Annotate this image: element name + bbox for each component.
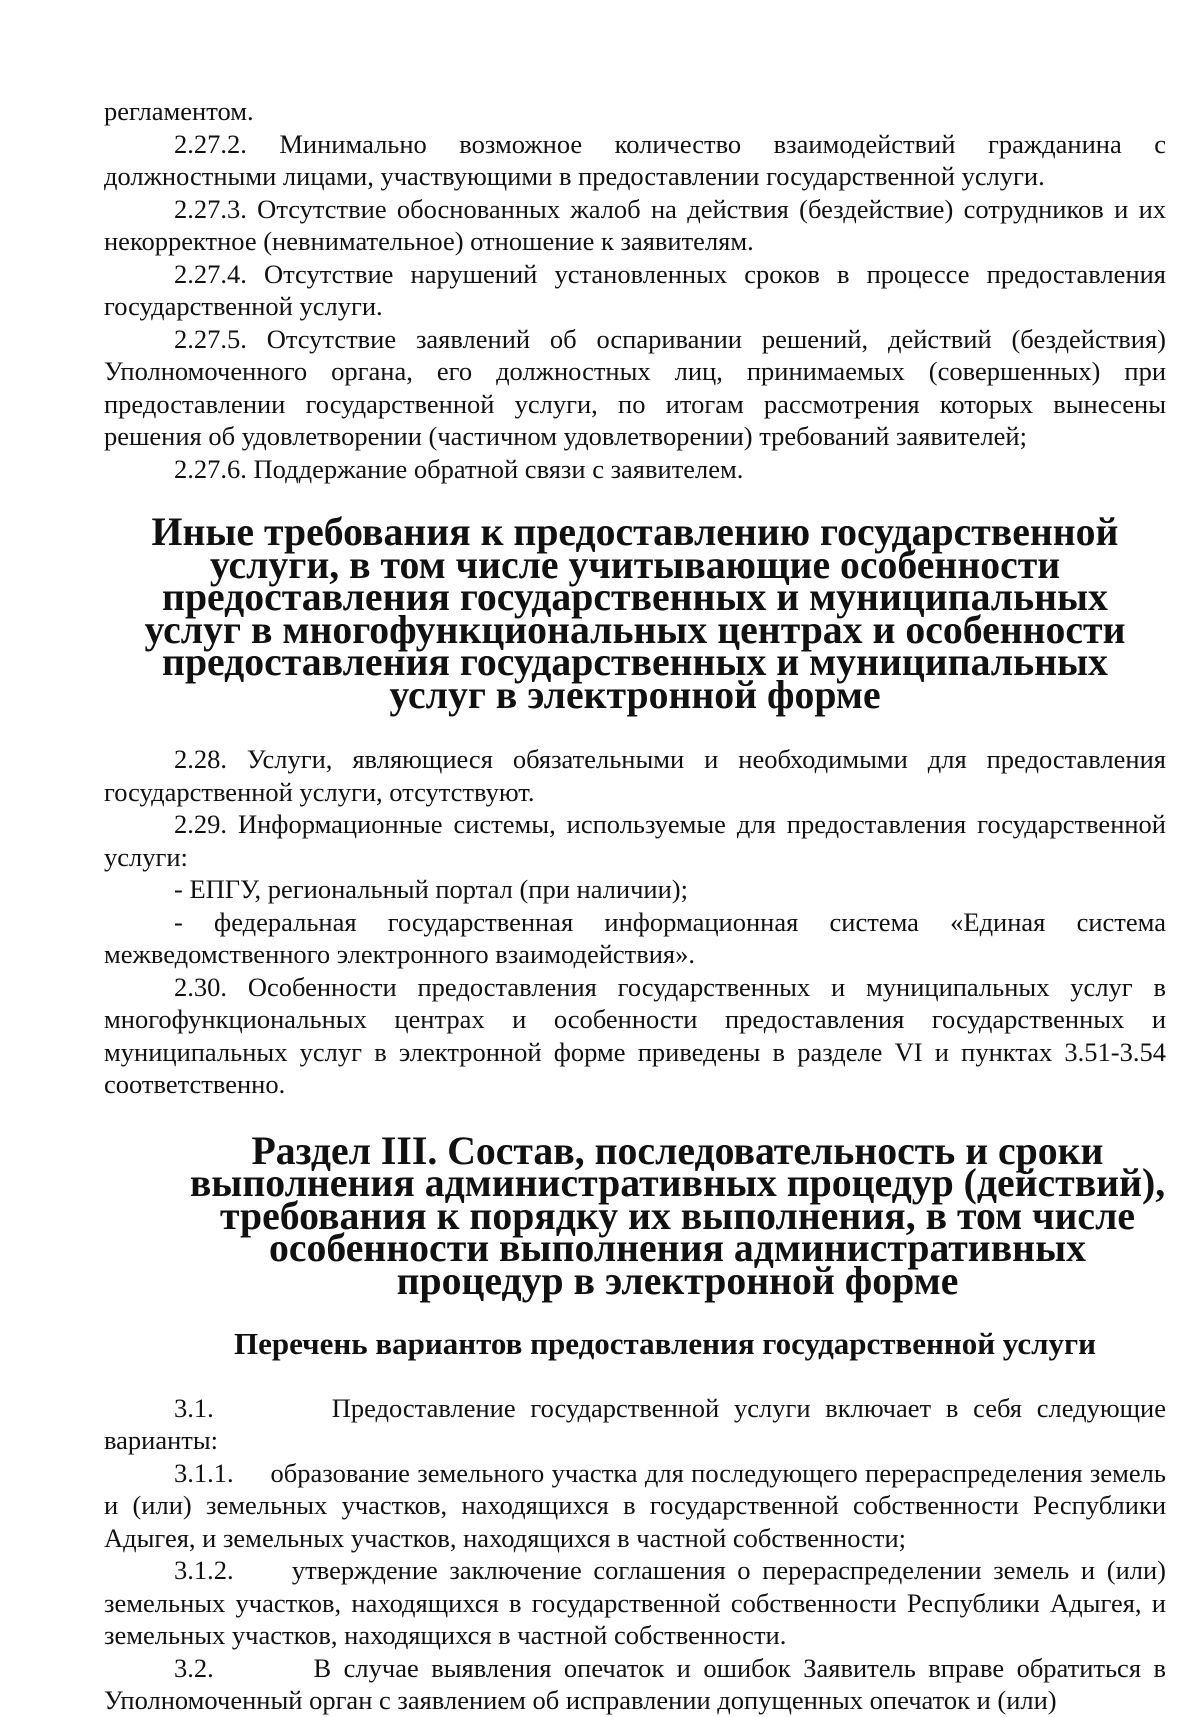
paragraph-2-30: 2.30. Особенности предоставления государственных и муниципальных услуг в многофункциональных центрах и особенности предоставления государственных и муниципальных услуг в электронной форме приведены в разделе VI и пунктах 3.51-3.54 соответственно. (104, 971, 1166, 1099)
heading-variants-list: Перечень вариантов предоставления государственной услуги (234, 1326, 1096, 1361)
paragraph-smev: - федеральная государственная информационная система «Единая система межведомственного электронного взаимодействия». (104, 906, 1166, 969)
paragraph-2-29: 2.29. Информационные системы, используемые для предоставления государственной услуги: (104, 809, 1166, 872)
paragraph-2-27-6: 2.27.6. Поддержание обратной связи с заявителем. (174, 453, 744, 484)
paragraph-3-1: 3.1. Предоставление государственной услуги включает в себя следующие варианты: (104, 1392, 1173, 1455)
heading-section-3: Раздел III. Состав, последовательность и сроки выполнения административных процедур (действий), требования к порядку их выполнения, в том числе особенности выполнения административных процедур в электронной форме (189, 1128, 1166, 1303)
paragraph-regulation-end: регламентом. (104, 96, 254, 126)
paragraph-2-28: 2.28. Услуги, являющиеся обязательными и необходимыми для предоставления государственной услуги, отсутствуют. (104, 744, 1166, 807)
paragraph-3-2: 3.2. В случае выявления опечаток и ошибок Заявитель вправе обратиться в Уполномоченный орган с заявлением об исправлении допущенных опечаток и (или) (104, 1652, 1173, 1715)
document-page (104, 95, 1173, 1717)
paragraph-epgu: - ЕПГУ, региональный портал (при наличии); (174, 874, 688, 904)
paragraph-2-27-5: 2.27.5. Отсутствие заявлений об оспаривании решений, действий (бездействия) Уполномоченного органа, его должностных лиц, принимаемых (совершенных) при предоставлении государственной услуги, по итогам рассмотрения которых вынесены решения об удовлетворении (частичном удовлетворении) требований заявителей; (104, 323, 1166, 451)
paragraph-2-27-2: 2.27.2. Минимально возможное количество взаимодействий гражданина с должностными лицами, участвующими в предоставлении государственной услуги. (104, 128, 1166, 191)
paragraph-3-1-1: 3.1.1. образование земельного участка для последующего перераспределения земель и (или) земельных участков, находящихся в государственной собственности Республики Адыгея, и земельных участков, находящихся в частной собственности; (104, 1457, 1173, 1553)
heading-other-requirements: Иные требования к предоставлению государственной услуги, в том числе учитывающие особенности предоставления государственных и муниципальных услуг в многофункциональных центрах и особенности предоставления государственных и муниципальных услуг в электронной форме (144, 510, 1126, 717)
paragraph-2-27-3: 2.27.3. Отсутствие обоснованных жалоб на действия (бездействие) сотрудников и их некорректное (невнимательное) отношение к заявителям. (104, 193, 1166, 256)
paragraph-3-1-2: 3.1.2. утверждение заключение соглашения о перераспределении земель и (или) земельных участков, находящихся в государственной собственности Республики Адыгея, и земельных участков, находящихся в частной собственности. (104, 1555, 1173, 1650)
paragraph-2-27-4: 2.27.4. Отсутствие нарушений установленных сроков в процессе предоставления государственной услуги. (104, 258, 1166, 321)
spacer (104, 1361, 1166, 1392)
